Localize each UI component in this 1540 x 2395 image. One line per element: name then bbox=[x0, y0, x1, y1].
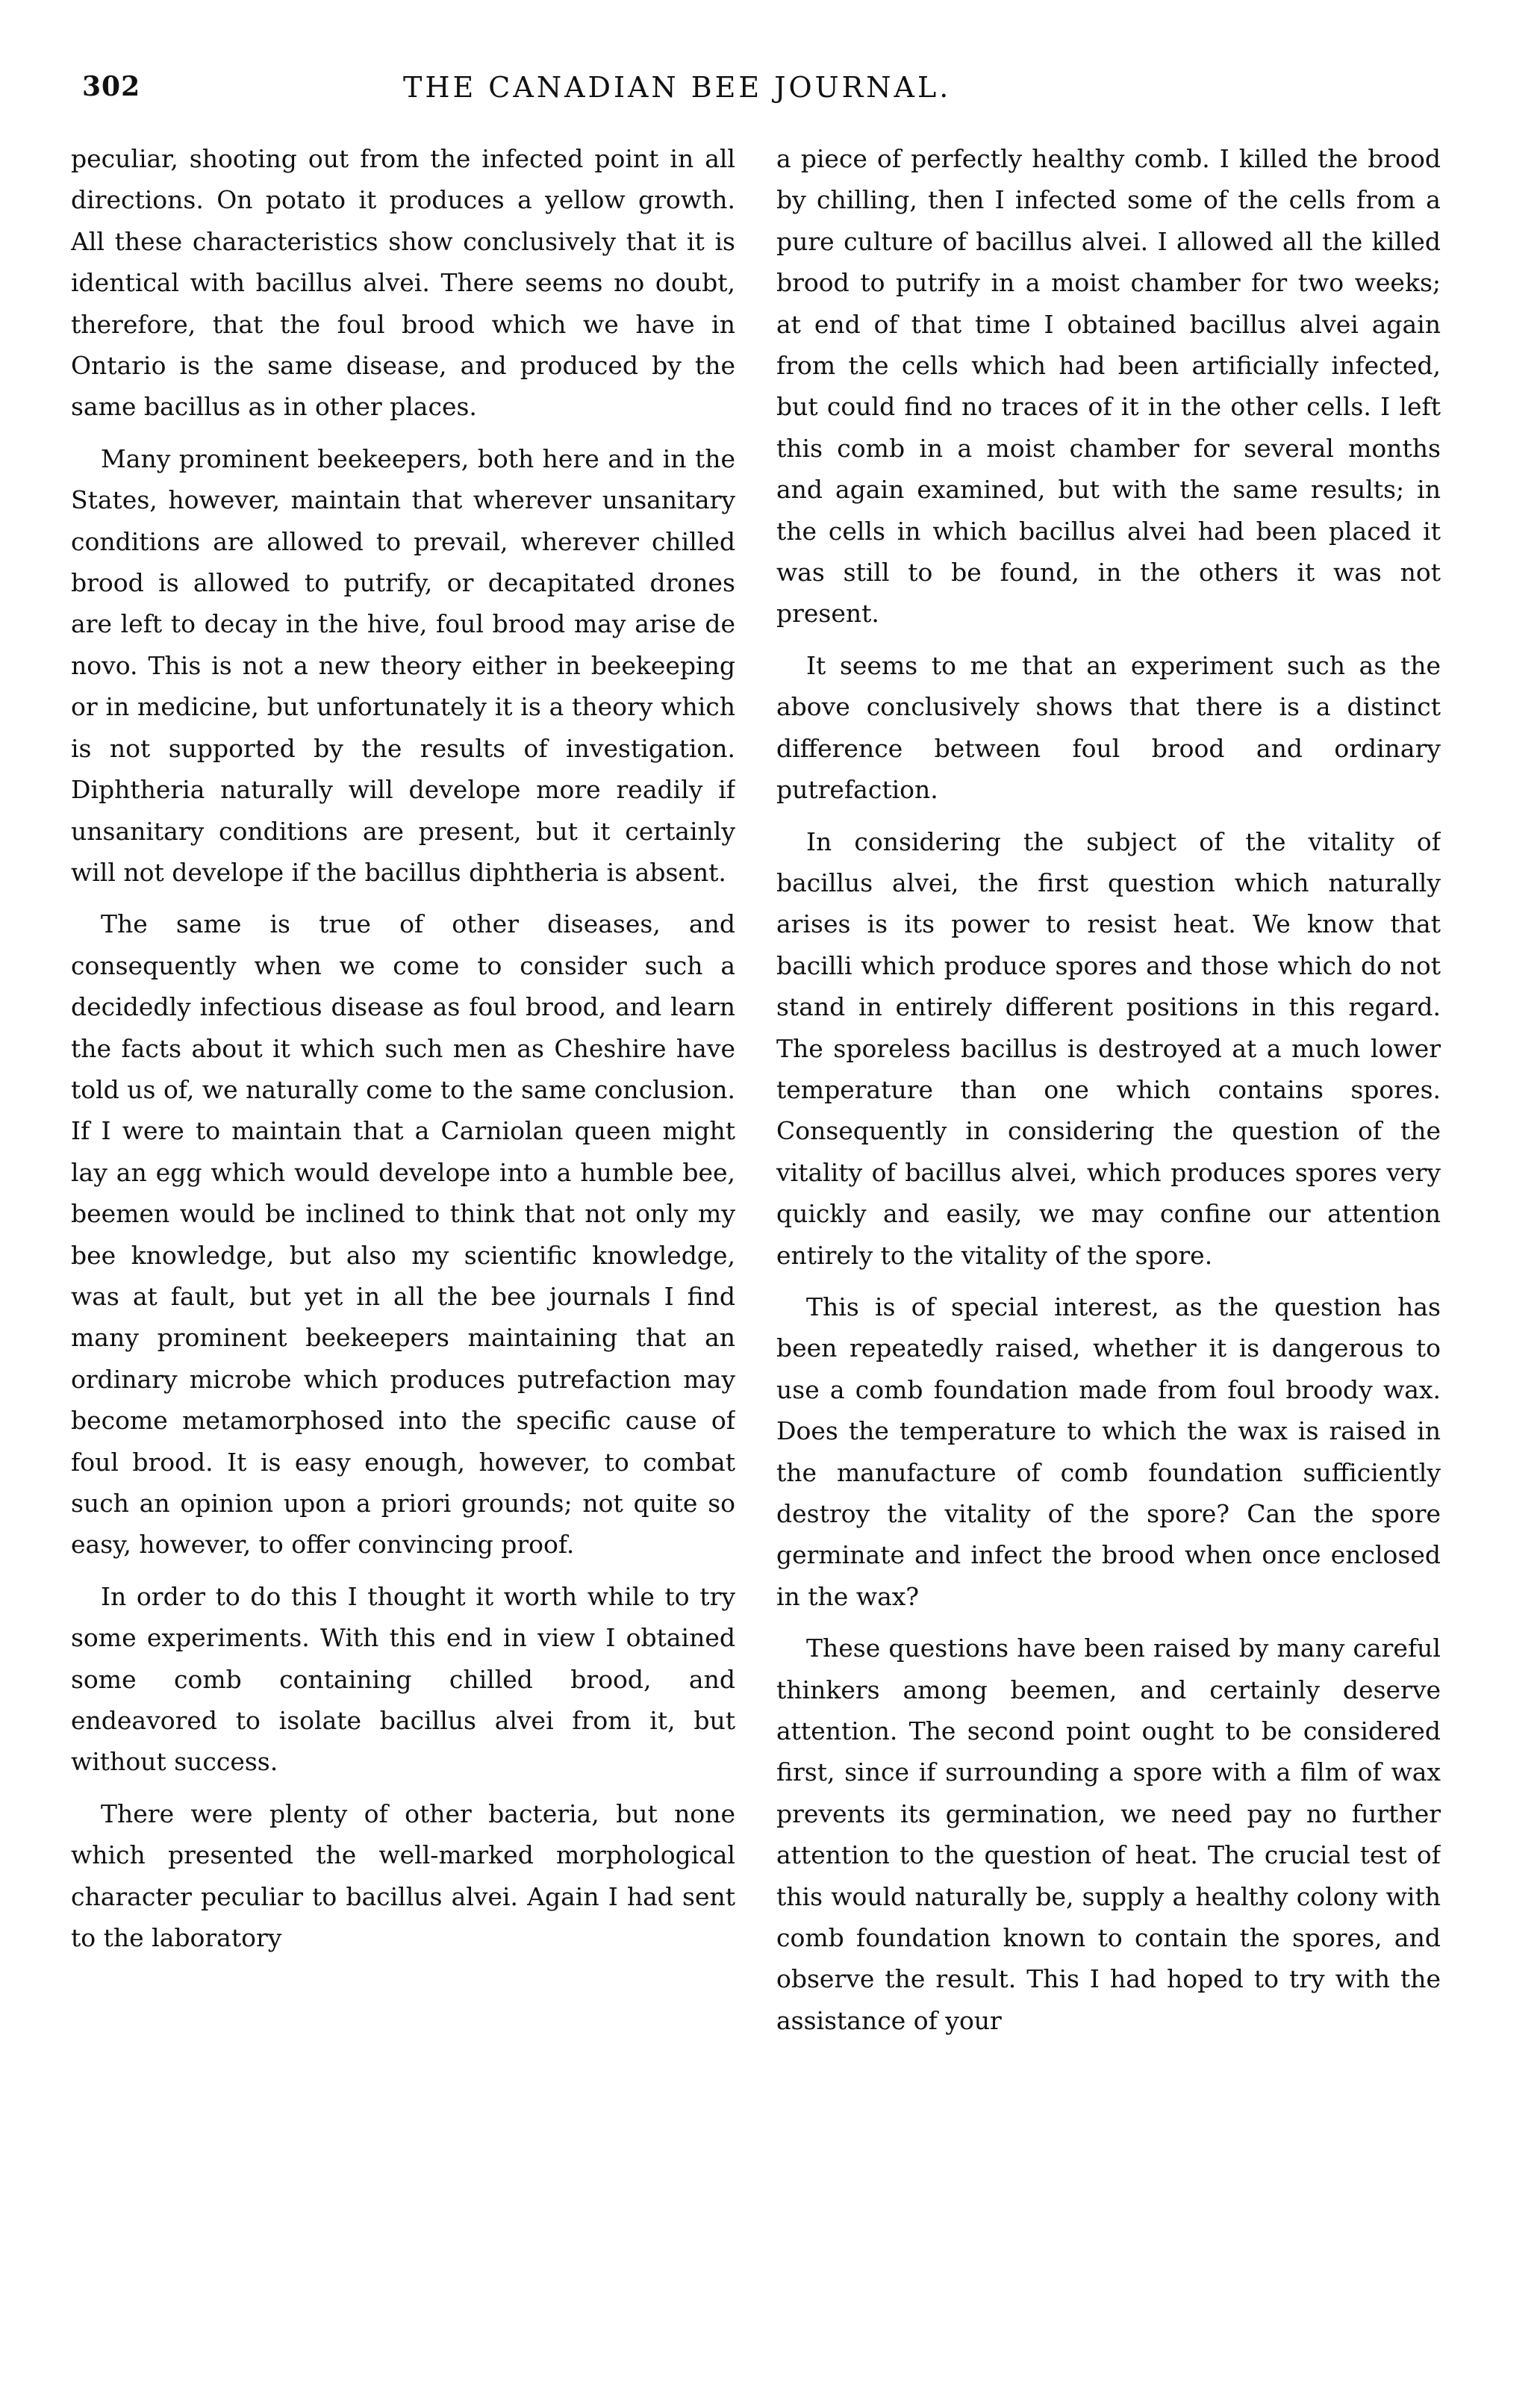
paragraph: The same is true of other diseases, and consequently when we come to consider such a decidedly infectious disease as foul brood, and learn the facts about it which such men as Cheshire have told us of, we naturally come to the same conclusion. If I were to maintain that a Carniolan queen might lay an egg which would develope into a humble bee, beemen would be inclined to think that not only my bee knowledge, but also my scientific knowledge, was at fault, but yet in all the bee journals I find many prominent beekeepers maintaining that an ordinary microbe which produces putrefaction may become metamorphosed into the specific cause of foul brood. It is easy enough, however, to combat such an opinion upon a priori grounds; not quite so easy, however, to offer convincing proof. bbox=[71, 909, 735, 1560]
left-column bbox=[71, 138, 735, 2363]
right-column bbox=[776, 138, 1441, 2363]
running-title: THE CANADIAN BEE JOURNAL. bbox=[403, 71, 952, 104]
paragraph: These questions have been raised by many careful thinkers among beemen, and certainly deserve attention. The second point ought to be considered first, since if surrounding a spore with a film of wax prevents its germination, we need pay no further attention to the question of heat. The crucial test of this would naturally be, supply a healthy colony with comb foundation known to contain the spores, and observe the result. This I had hoped to try with the assistance of your bbox=[776, 1633, 1441, 2035]
paragraph: peculiar, shooting out from the infected point in all directions. On potato it produces a yellow growth. All these characteristics show conclusively that it is identical with bacillus alvei. There seems no doubt, therefore, that the foul brood which we have in Ontario is the same disease, and produced by the same bacillus as in other places. bbox=[71, 144, 735, 422]
page-header bbox=[82, 71, 1471, 123]
paragraph: a piece of perfectly healthy comb. I killed the brood by chilling, then I infected some of the cells from a pure culture of bacillus alvei. I allowed all the killed brood to putrify in a moist chamber for two weeks; at end of that time I obtained bacillus alvei again from the cells which had been artificially infected, but could find no traces of it in the other cells. I left this comb in a moist chamber for several months and again examined, but with the same results; in the cells in which bacillus alvei had been placed it was still to be found, in the others it was not present. bbox=[776, 144, 1441, 629]
paragraph: This is of special interest, as the question has been repeatedly raised, whether it is dangerous to use a comb foundation made from foul broody wax. Does the temperature to which the wax is raised in the manufacture of comb foundation sufficiently destroy the vitality of the spore? Can the spore germinate and infect the brood when once enclosed in the wax? bbox=[776, 1292, 1441, 1611]
page-number: 302 bbox=[82, 71, 141, 102]
paragraph: There were plenty of other bacteria, but none which presented the well-marked morphological character peculiar to bacillus alvei. Again I had sent to the laboratory bbox=[71, 1798, 735, 1953]
paragraph: In considering the subject of the vitality of bacillus alvei, the first question which naturally arises is its power to resist heat. We know that bacilli which produce spores and those which do not stand in entirely different positions in this regard. The sporeless bacillus is destroyed at a much lower temperature than one which contains spores. Consequently in considering the question of the vitality of bacillus alvei, which produces spores very quickly and easily, we may confine our attention entirely to the vitality of the spore. bbox=[776, 826, 1441, 1270]
paragraph: In order to do this I thought it worth while to try some experiments. With this end in view I obtained some comb containing chilled brood, and endeavored to isolate bacillus alvei from it, but without success. bbox=[71, 1581, 735, 1777]
paragraph: It seems to me that an experiment such as the above conclusively shows that there is a distinct difference between foul brood and ordinary putrefaction. bbox=[776, 650, 1441, 805]
paragraph: Many prominent beekeepers, both here and in the States, however, maintain that wherever unsanitary conditions are allowed to prevail, wherever chilled brood is allowed to putrify, or decapitated drones are left to decay in the hive, foul brood may arise de novo. This is not a new theory either in beekeeping or in medicine, but unfortunately it is a theory which is not supported by the results of investigation. Diphtheria naturally will develope more readily if unsanitary conditions are present, but it certainly will not develope if the bacillus diphtheria is absent. bbox=[71, 443, 735, 887]
